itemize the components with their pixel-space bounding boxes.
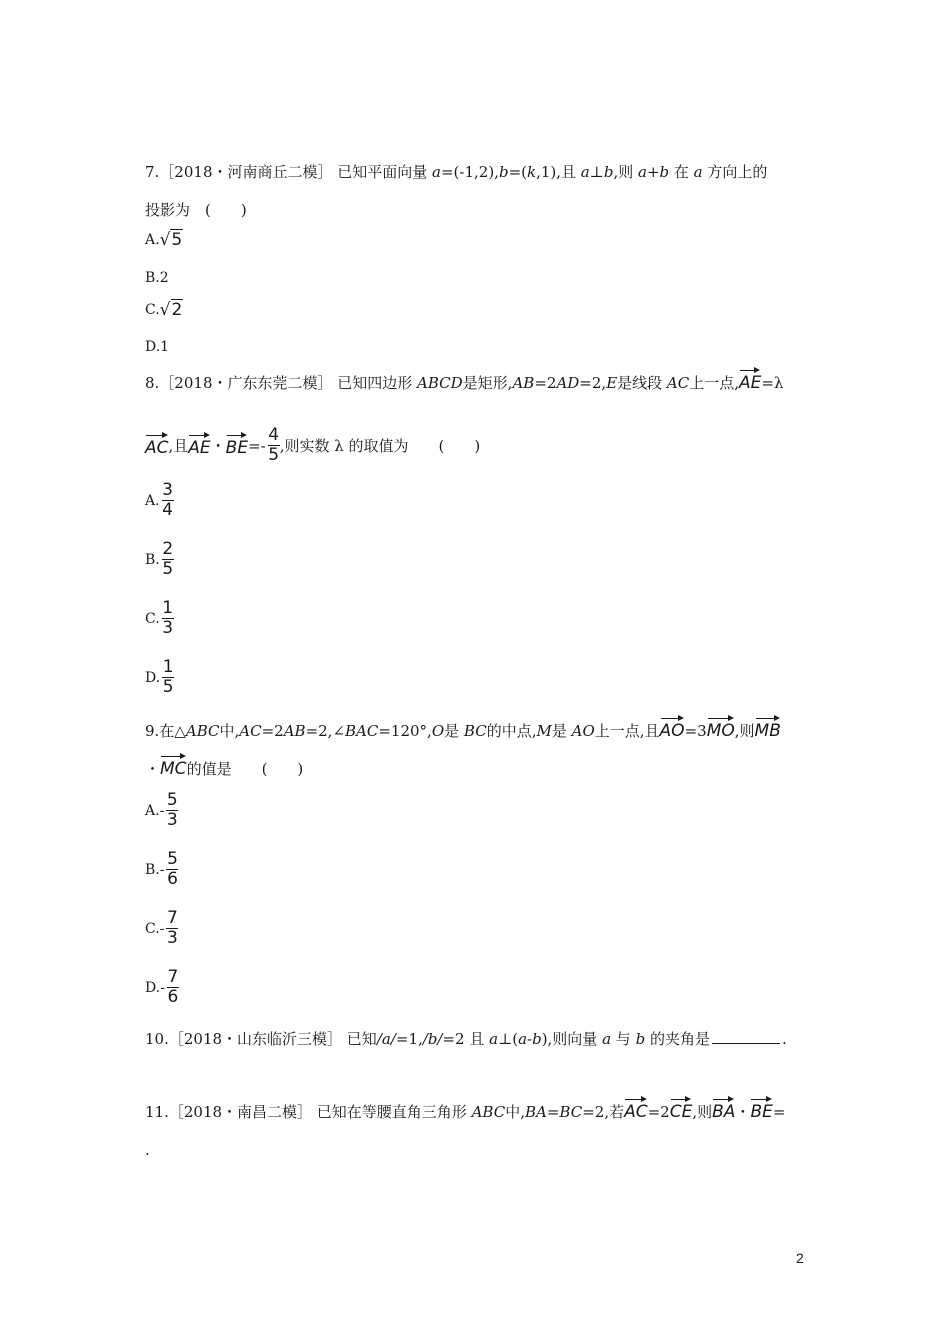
vector-mc: MC [160, 754, 187, 779]
vector-mb: MB [755, 716, 781, 741]
q9-stem-line2: ・MC的值是 ( ) [145, 754, 303, 779]
q9-option-c: C. - $\frac{7}{3}$ [145, 908, 178, 948]
q7-stem-line1: 7.［2018・河南商丘二模］ 已知平面向量 a=(-1,2),b=(k,1),且 a⊥b,则 a+b 在 a 方向上的 [145, 163, 768, 181]
vector-mo: MO [707, 716, 735, 741]
fraction: $\frac{4}{5}$ [268, 425, 280, 465]
fraction: $\frac{1}{5}$ [162, 657, 174, 697]
q10-stem: 10.［2018・山东临沂三模］ 已知/a/=1,/b/=2 且 a⊥(a-b),则向量 a 与 b 的夹角是 . [145, 1030, 787, 1048]
q7-option-a: A. √5 [145, 230, 183, 250]
vector-ac: AC [145, 433, 169, 458]
q9-option-a: A. - $\frac{5}{3}$ [145, 790, 178, 830]
q8-option-b: B. $\frac{2}{5}$ [145, 539, 174, 579]
vector-ac: AC [624, 1097, 648, 1122]
fraction: $\frac{7}{3}$ [166, 908, 178, 948]
vector-ae: AE [739, 368, 761, 393]
sqrt-symbol: √5 [159, 230, 183, 250]
vector-ae: AE [188, 433, 210, 458]
fraction: $\frac{2}{5}$ [162, 539, 174, 579]
q7-option-b: B.2 [145, 270, 169, 286]
q11-stem-line1: 11.［2018・南昌二模］ 已知在等腰直角三角形 ABC中,BA=BC=2,若AC=2CE,则BA・BE= [145, 1097, 785, 1122]
answer-blank [712, 1043, 780, 1044]
fraction: $\frac{3}{4}$ [162, 480, 173, 520]
q8-option-c: C. $\frac{1}{3}$ [145, 598, 174, 638]
fraction: $\frac{5}{6}$ [167, 849, 178, 889]
vector-be: BE [226, 433, 248, 458]
q7-stem-line2: 投影为 ( ) [145, 201, 247, 219]
fraction: $\frac{1}{3}$ [162, 598, 174, 638]
q8-stem-line2: AC ,且 AE ・ BE =- $\frac{4}{5}$ ,则实数 λ 的取值为 ( ) [145, 425, 481, 465]
vector-ao: AO [660, 716, 685, 741]
sqrt-symbol: √2 [159, 300, 183, 320]
vector-be: BE [750, 1097, 772, 1122]
fraction: $\frac{5}{3}$ [166, 790, 178, 830]
page-number: 2 [796, 1250, 804, 1266]
fraction: $\frac{7}{6}$ [167, 967, 179, 1007]
q7-option-c: C. √2 [145, 300, 183, 320]
vector-ce: CE [670, 1097, 693, 1122]
q7-option-d: D.1 [145, 339, 170, 355]
vector-ba: BA [712, 1097, 735, 1122]
q8-stem-line1: 8.［2018・广东东莞二模］ 已知四边形 ABCD是矩形,AB=2AD=2,E是线段 AC上一点,AE=λ [145, 368, 783, 393]
q9-option-d: D. - $\frac{7}{6}$ [145, 967, 179, 1007]
q8-option-a: A. $\frac{3}{4}$ [145, 480, 173, 520]
q11-stem-line2: . [145, 1141, 150, 1159]
q9-stem-line1: 9.在△ABC中,AC=2AB=2,∠BAC=120°,O是 BC的中点,M是 AO上一点,且AO=3MO,则MB [145, 716, 781, 741]
q9-option-b: B. - $\frac{5}{6}$ [145, 849, 178, 889]
q8-option-d: D. $\frac{1}{5}$ [145, 657, 174, 697]
